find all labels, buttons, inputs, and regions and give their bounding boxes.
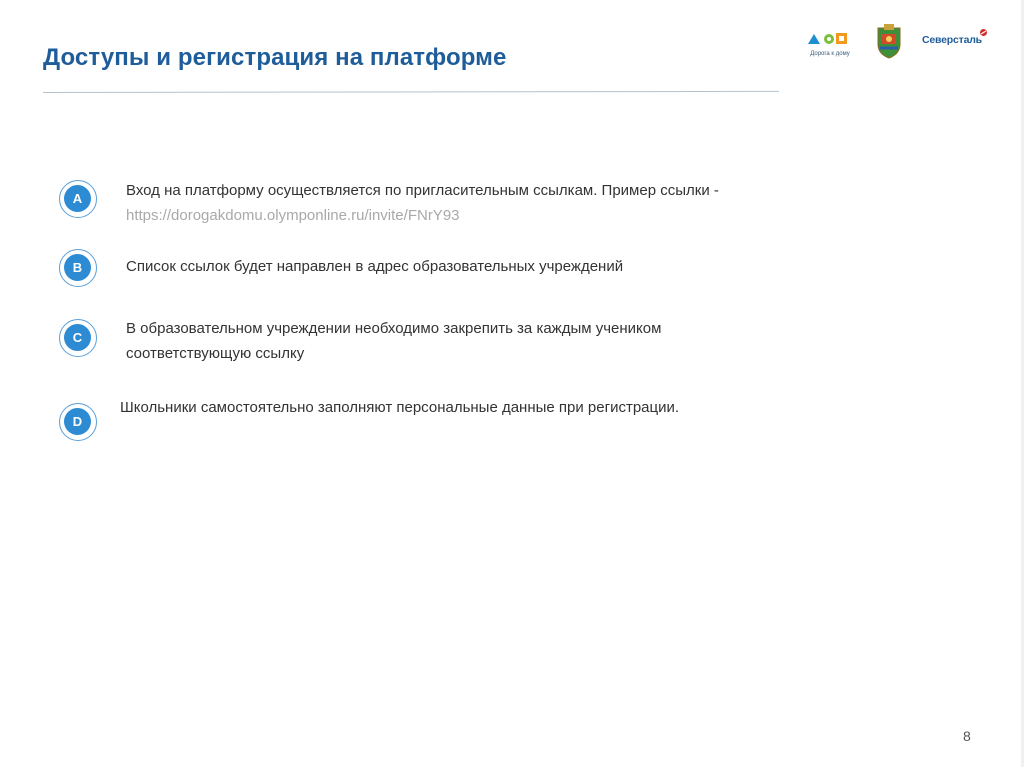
item-c-text-line1: В образовательном учреждении необходимо закрепить за каждым учеником [126, 320, 662, 337]
badge-d-label: D [64, 408, 91, 435]
title-divider [43, 91, 779, 93]
dorogi-logo-caption: Дорога к дому [810, 51, 850, 57]
coat-of-arms-icon [874, 22, 904, 60]
badge-c [59, 319, 97, 357]
severstal-mark-icon [979, 28, 988, 37]
item-c-text-line2: соответствующую ссылку [126, 345, 305, 362]
badge-b-label: B [64, 254, 91, 281]
item-b-text: Список ссылок будет направлен в адрес образовательных учреждений [126, 258, 624, 275]
page-title: Доступы и регистрация на платформе [43, 44, 507, 71]
invite-link[interactable]: https://dorogakdomu.olymponline.ru/invite/FNrY93 [126, 207, 460, 224]
logo-bar [800, 22, 990, 62]
badge-b [59, 249, 97, 287]
severstal-logo-text: Северсталь [922, 34, 982, 46]
badge-a-label: A [64, 185, 91, 212]
badge-d [59, 403, 97, 441]
page-number: 8 [963, 728, 971, 744]
item-a-text: Вход на платформу осуществляется по пригласительным ссылкам. Пример ссылки - [126, 182, 719, 199]
badge-c-label: C [64, 324, 91, 351]
badge-a [59, 180, 97, 218]
item-d-text: Школьники самостоятельно заполняют персональные данные при регистрации. [120, 399, 680, 416]
severstal-logo [922, 30, 986, 50]
